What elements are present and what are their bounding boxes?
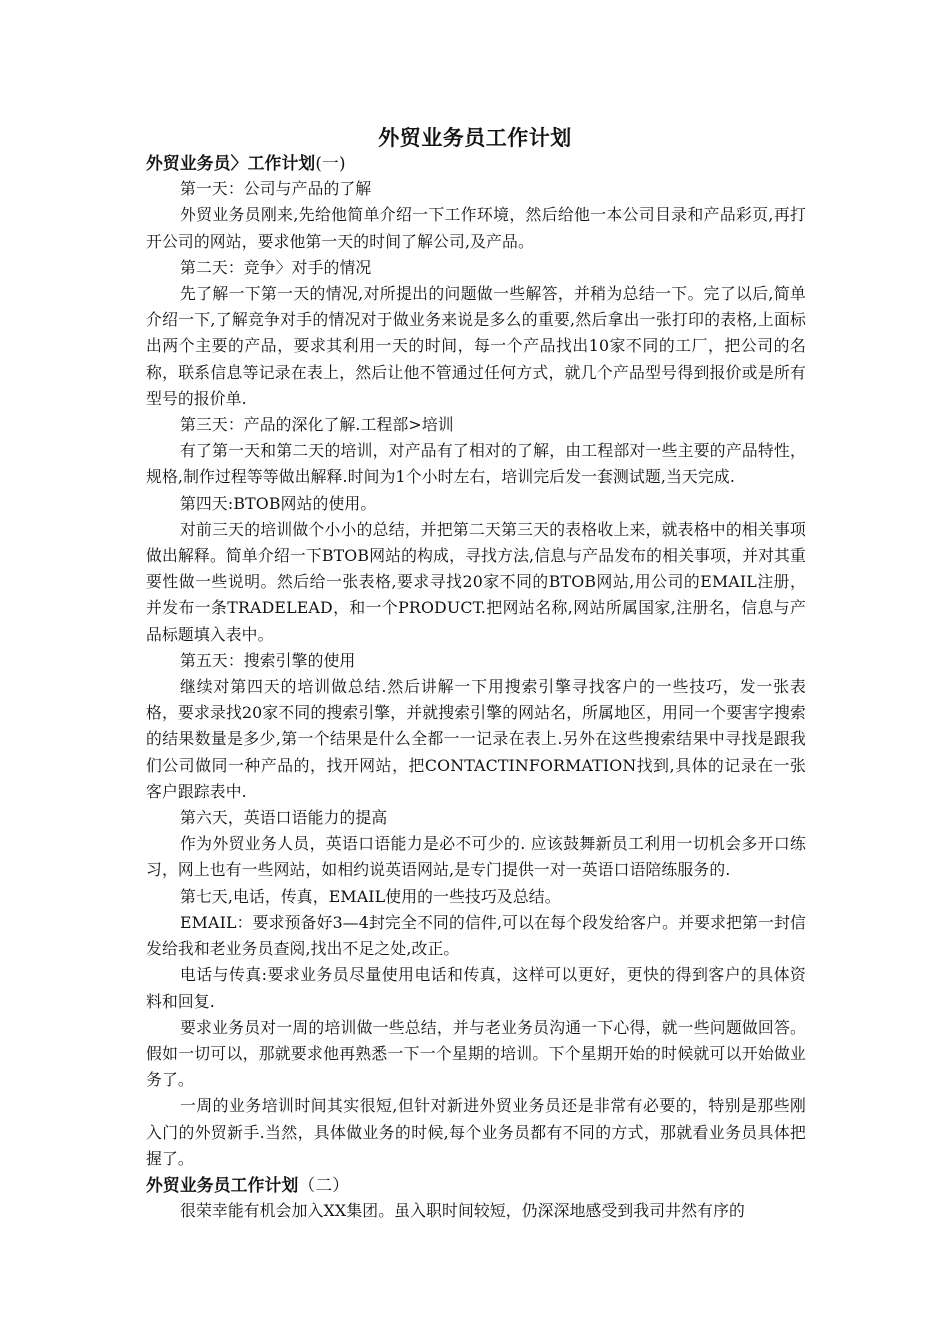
paragraph: EMAIL：要求预备好3—4封完全不同的信件,可以在每个段发给客户。并要求把第一封信发给我和老业务员查阅,找出不足之处,改正。: [146, 912, 806, 959]
paragraph: 一周的业务培训时间其实很短,但针对新进外贸业务员还是非常有必要的，特别是那些刚入门的外贸新手.当然，具体做业务的时候,每个业务员都有不同的方式，那就看业务员具体把握了。: [146, 1096, 806, 1168]
day-6-heading: 第六天，英语口语能力的提高: [180, 808, 388, 828]
paragraph: 要求业务员对一周的培训做一些总结，并与老业务员沟通一下心得，就一些问题做回答。假如一切可以，那就要求他再熟悉一下一个星期的培训。下个星期开始的时候就可以开始做业务了。: [146, 1017, 806, 1090]
paragraph: 先了解一下第一天的情况,对所提出的问题做一些解答，并稍为总结一下。完了以后,简单介绍一下,了解竞争对手的情况对于做业务来说是多么的重要,然后拿出一张打印的表格,上面标出两个主要的产品，要求其利用一天的时间，每一个产品找出10家不同的工厂，把公司的名称，联系信息等记录在表上，然后让他不管通过任何方式，就几个产品型号得到报价或是所有型号的报价单.: [146, 284, 806, 408]
section-heading-2-suffix: （二）: [298, 1174, 350, 1195]
paragraph: 电话与传真:要求业务员尽量使用电话和传真，这样可以更好，更快的得到客户的具体资料和回复.: [146, 965, 806, 1011]
document-body: [146, 150, 806, 1224]
section-heading-2: [146, 1172, 806, 1198]
section-heading-1-text: 外贸业务员〉工作计划: [146, 153, 316, 173]
document-title: 外贸业务员工作计划: [378, 125, 572, 150]
paragraph: 继续对第四天的培训做总结.然后讲解一下用搜索引擎寻找客户的一些技巧，发一张表格，要求录找20家不同的搜索引擎，并就搜索引擎的网站名，所属地区，用同一个要害字搜索的结果数量是多少,第一个结果是什么全都一一记录在表上.另外在这些搜索结果中寻找是跟我们公司做同一种产品的，找开网站，把CONTACTINFORMATION找到,具体的记录在一张客户跟踪表中.: [146, 677, 806, 801]
day-2-heading: 第二天：竞争〉对手的情况: [180, 257, 372, 277]
paragraph: 外贸业务员刚来,先给他简单介绍一下工作环境，然后给他一本公司目录和产品彩页,再打开公司的网站，要求他第一天的时间了解公司,及产品。: [146, 205, 806, 251]
paragraph: 作为外贸业务人员，英语口语能力是必不可少的. 应该鼓舞新员工利用一切机会多开口练习，网上也有一些网站，如相约说英语网站,是专门提供一对一英语口语陪练服务的.: [146, 834, 806, 880]
paragraph: 很荣幸能有机会加入XX集团。虽入职时间较短，仍深深地感受到我司井然有序的: [180, 1201, 745, 1221]
paragraph: 有了第一天和第二天的培训，对产品有了相对的了解，由工程部对一些主要的产品特性，规格,制作过程等等做出解释.时间为1个小时左右，培训完后发一套测试题,当天完成.: [146, 441, 806, 487]
section-heading-1: [146, 150, 806, 176]
paragraph: 对前三天的培训做个小小的总结，并把第二天第三天的表格收上来，就表格中的相关事项做出解释。简单介绍一下BTOB网站的构成，寻找方法,信息与产品发布的相关事项，并对其重要性做一些说明。然后给一张表格,要求寻找20家不同的BTOB网站,用公司的EMAIL注册，并发布一条TRADELEAD，和一个PRODUCT.把网站名称,网站所属国家,注册名，信息与产品标题填入表中。: [146, 519, 806, 644]
day-3-heading: 第三天：产品的深化了解.工程部>培训: [180, 415, 454, 435]
section-heading-2-text: 外贸业务员工作计划: [146, 1174, 299, 1195]
day-4-heading: 第四天:BTOB网站的使用。: [180, 493, 377, 513]
day-1-heading: 第一天：公司与产品的了解: [180, 179, 372, 199]
day-5-heading: 第五天：搜索引擎的使用: [180, 650, 356, 670]
day-7-heading: 第七天,电话，传真，EMAIL使用的一些技巧及总结。: [180, 886, 561, 906]
section-heading-1-suffix: (一): [315, 153, 346, 173]
